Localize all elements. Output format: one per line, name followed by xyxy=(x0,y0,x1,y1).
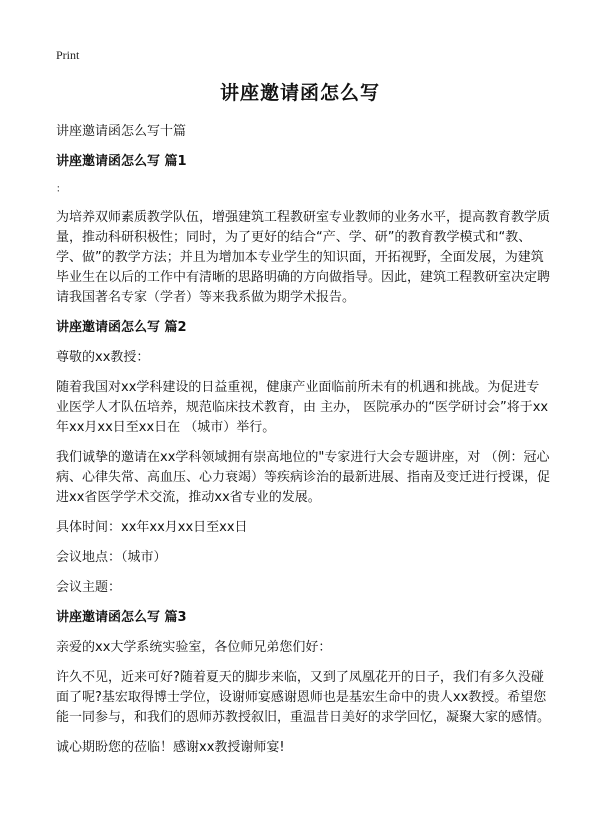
section-1-paragraph: 为培养双师素质教学队伍，增强建筑工程教研室专业教师的业务水平，提高教育教学质量，推动科研积极性；同时，为了更好的结合“产、学、研”的教育教学模式和“教、学、做”的教学方法；并且为增加本专业学生的知识面，开拓视野，全面发展，为建筑毕业生在以后的工作中有清晰的思路明确的方向做指导。因此，建筑工程教研室决定聘请我国著名专家（学者）等来我系做为期学术报告。 xyxy=(56,210,551,305)
section-1-mark: ： xyxy=(56,184,66,195)
document-body xyxy=(56,122,550,768)
section-3-paragraph: 许久不见，近来可好?随着夏天的脚步来临，又到了凤凰花开的日子，我们有多久没碰面了呢?基宏取得博士学位，设谢师宴感谢恩师也是基宏生命中的贵人xx教授。希望您能一同参与，和我们的恩师苏教授叙旧，重温昔日美好的求学回忆，凝聚大家的感情。 xyxy=(56,670,551,725)
section-2-location: 会议地点：（城市） xyxy=(56,550,167,565)
section-3-closing: 诚心期盼您的莅临！感谢xx教授谢师宴! xyxy=(56,740,285,755)
section-2-time: 具体时间：xx年xx月xx日至xx日 xyxy=(56,520,248,535)
section-2-theme: 会议主题： xyxy=(56,580,122,595)
section-heading-1: 讲座邀请函怎么写 篇1 xyxy=(56,154,187,169)
page-title: 讲座邀请函怎么写 xyxy=(219,82,380,104)
document-subtitle: 讲座邀请函怎么写十篇 xyxy=(56,124,187,139)
section-2-greeting: 尊敬的xx教授： xyxy=(56,350,150,365)
section-2-paragraph-2: 我们诚挚的邀请在xx学科领域拥有崇高地位的"专家进行大会专题讲座，对 （例：冠心病、心律失常、高血压、心力衰竭）等疾病诊治的最新进展、指南及变迁进行授课，促进xx省医学学术交流，推动xx省专业的发展。 xyxy=(56,450,551,505)
section-heading-2: 讲座邀请函怎么写 篇2 xyxy=(56,320,187,335)
print-label[interactable]: Print xyxy=(56,48,80,62)
section-3-greeting: 亲爱的xx大学系统实验室，各位师兄弟您们好： xyxy=(56,640,332,655)
section-heading-3: 讲座邀请函怎么写 篇3 xyxy=(56,610,187,625)
section-2-paragraph-1: 随着我国对xx学科建设的日益重视，健康产业面临前所未有的机遇和挑战。为促进专业医学人才队伍培养，规范临床技术教育，由 主办， 医院承办的“医学研讨会”将于xx年xx月xx日至xx日在 （城市）举行。 xyxy=(56,380,549,435)
